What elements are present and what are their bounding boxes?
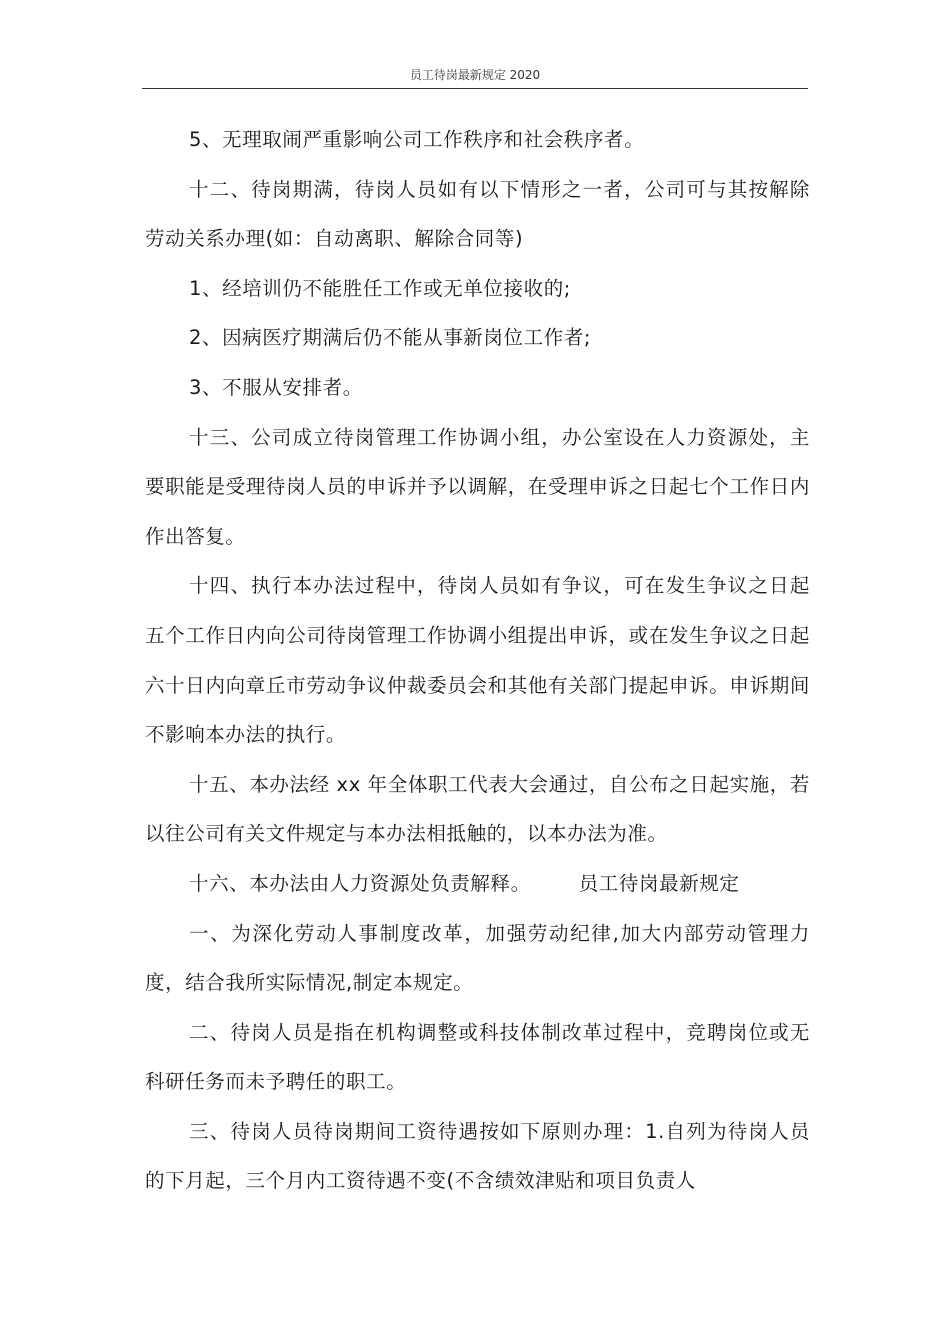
article-16-text: 十六、本办法由人力资源处负责解释。: [189, 871, 531, 895]
document-body: [145, 115, 810, 1206]
section-title: 员工待岗最新规定: [578, 871, 740, 895]
paragraph-rule-1: 一、为深化劳动人事制度改革，加强劳动纪律,加大内部劳动管理力度，结合我所实际情况,制定本规定。: [145, 921, 810, 995]
paragraph-article-16: [145, 859, 810, 909]
paragraph-item-5: 5、无理取闹严重影响公司工作秩序和社会秩序者。: [189, 128, 645, 151]
paragraph-article-15: 十五、本办法经 xx 年全体职工代表大会通过，自公布之日起实施，若以往公司有关文件规定与本办法相抵触的，以本办法为准。: [145, 772, 810, 846]
page-header: [142, 66, 808, 89]
paragraph-article-14: 十四、执行本办法过程中，待岗人员如有争议，可在发生争议之日起五个工作日内向公司待岗管理工作协调小组提出申诉，或在发生争议之日起六十日内向章丘市劳动争议仲裁委员会和其他有关部门提起申诉。申诉期间不影响本办法的执行。: [145, 574, 810, 747]
paragraph-item-2: 2、因病医疗期满后仍不能从事新岗位工作者;: [189, 326, 592, 350]
paragraph-article-13: 十三、公司成立待岗管理工作协调小组，办公室设在人力资源处，主要职能是受理待岗人员的申诉并予以调解，在受理申诉之日起七个工作日内作出答复。: [145, 425, 810, 548]
header-title: 员工待岗最新规定 2020: [409, 68, 541, 82]
paragraph-rule-3: 三、待岗人员待岗期间工资待遇按如下原则办理：1.自列为待岗人员的下月起，三个月内工资待遇不变(不含绩效津贴和项目负责人: [145, 1119, 810, 1193]
paragraph-item-3: 3、不服从安排者。: [189, 375, 363, 399]
paragraph-article-12: 十二、待岗期满，待岗人员如有以下情形之一者，公司可与其按解除劳动关系办理(如：自动离职、解除合同等): [145, 177, 810, 251]
paragraph-rule-2: 二、待岗人员是指在机构调整或科技体制改革过程中，竞聘岗位或无科研任务而未予聘任的职工。: [145, 1020, 810, 1094]
paragraph-item-1: 1、经培训仍不能胜任工作或无单位接收的;: [189, 276, 571, 300]
